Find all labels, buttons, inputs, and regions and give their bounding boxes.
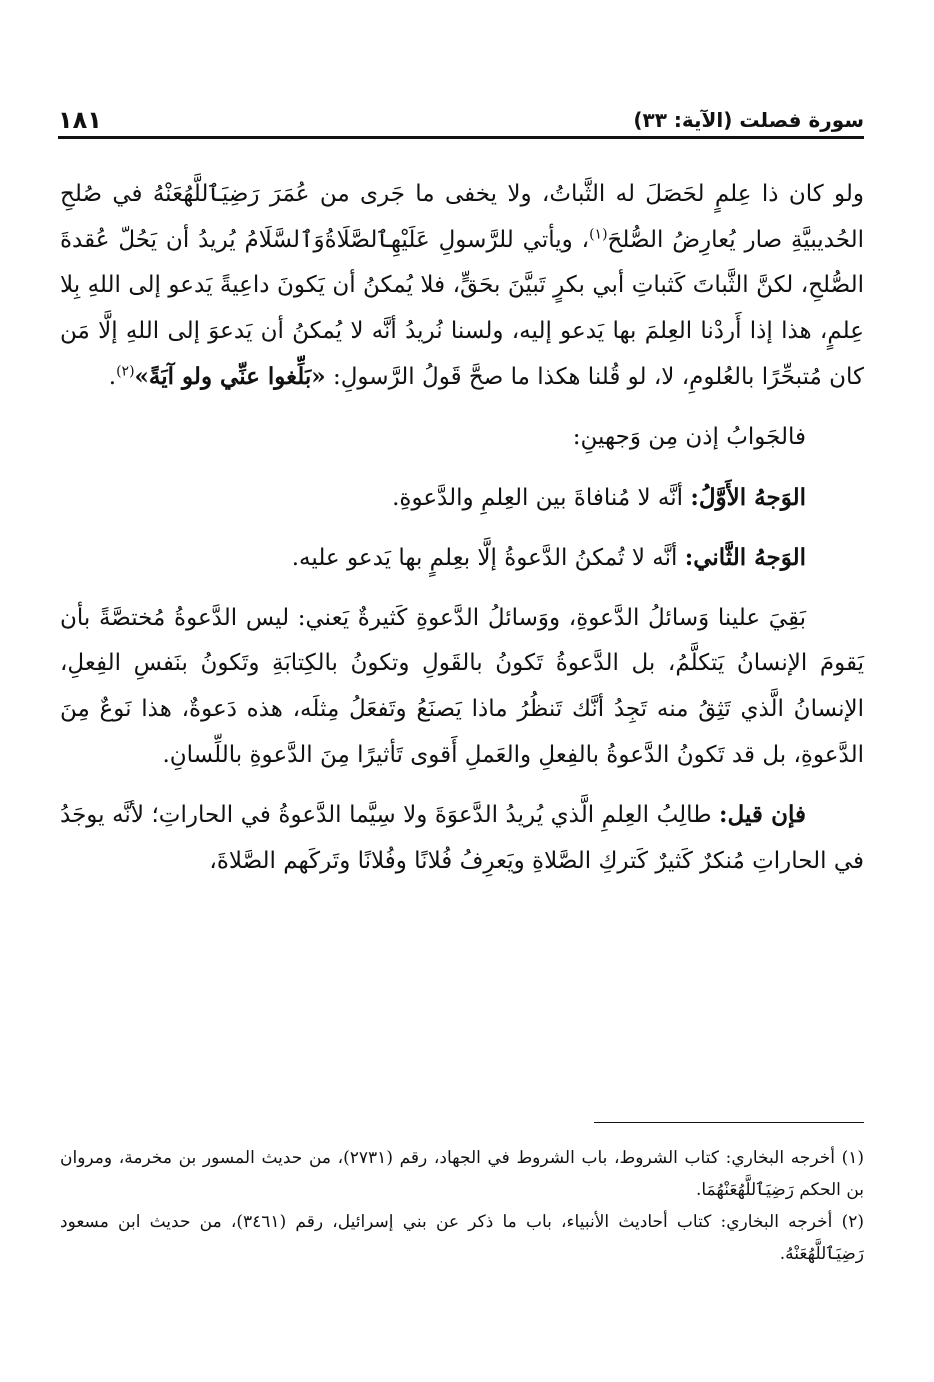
- footnote-ref-2: (٢): [116, 363, 135, 380]
- page-number: ١٨١: [58, 106, 102, 134]
- objection-label: فإن قيل:: [719, 801, 806, 829]
- paragraph-3: [60, 475, 864, 522]
- footnote-ref-1: (١): [589, 225, 608, 242]
- hadith-quote: «بَلِّغوا عنِّي ولو آيَةً»: [134, 363, 326, 391]
- footnote-1: (١) أخرجه البخاري: كتاب الشروط، باب الشروط في الجهاد، رقم (٢٧٣١)، من حديث المسور بن مخرمة، ومروان بن الحكم رَضِيَٱللَّهُعَنْهُمَا.: [60, 1148, 864, 1200]
- paragraph-5: بَقِيَ علينا وَسائلُ الدَّعوةِ، ووَسائلُ الدَّعوةِ كَثيرةٌ يَعني: ليس الدَّعوةُ مُختصَّةً بأن يَقومَ الإنسانُ يَتكلَّمُ، بل الدَّعوةُ تَكونُ بالقَولِ وتكونُ بالكِتابَةِ وتَكونُ بنَفسِ الفِعلِ، الإنسانُ الَّذي تَثِقُ منه تَجِدُ أنَّك تَنظُرُ ماذا يَصنَعُ وتَفعَلُ مِثلَه، هذه دَعوةٌ، هذا نَوعٌ مِنَ الدَّعوةِ، بل قد تَكونُ الدَّعوةُ بالفِعلِ والعَملِ أَقوى تَأثيرًا مِنَ الدَّعوةِ باللِّسانِ.: [60, 604, 864, 768]
- footnote-2: (٢) أخرجه البخاري: كتاب أحاديث الأنبياء، باب ما ذكر عن بني إسرائيل، رقم (٣٤٦١)، من حديث ابن مسعود رَضِيَٱللَّهُعَنْهُ.: [60, 1212, 864, 1264]
- paragraph-4: [60, 535, 864, 582]
- second-aspect-label: الوَجهُ الثَّاني:: [684, 544, 806, 572]
- first-aspect-label: الوَجهُ الأَوَّلُ:: [690, 483, 806, 511]
- running-header: [58, 96, 864, 139]
- paragraph-1-text-b: ، ويأتي للرَّسولِ عَلَيْهِٱلصَّلَاةُوَٱلسَّلَامُ يُريدُ أن يَحُلّ عُقدةَ الصُّلحِ، لكنَّ الثَّباتَ كَثباتِ أبي بكرٍ تَبيَّنَ بحَقٍّ، فلا يُمكنُ أن يَكونَ داعِيةً يَدعو إلى اللهِ بِلا عِلمٍ، هذا إذا أَردْنا العِلمَ بها يَدعو إليه، ولسنا نُريدُ أنَّه لا يُمكنُ أن يَدعوَ إلى اللهِ إلَّا مَن كان مُتبحِّرًا بالعُلومِ، لا، لو قُلنا هكذا ما صحَّ قَولُ الرَّسولِ:: [60, 226, 864, 391]
- paragraph-1-text-a: ولو كان ذا عِلمٍ لحَصَلَ له الثَّباتُ، ولا يخفى ما جَرى من عُمَرَ رَضِيَٱللَّهُعَنْهُ في صُلحِ الحُديبيَّةِ صار يُعارِضُ الصُّلحَ: [60, 181, 864, 253]
- header-title: سورة فصلت (الآية: ٣٣): [633, 108, 864, 132]
- second-aspect-text: أنَّه لا تُمكنُ الدَّعوةُ إلَّا بعِلمٍ بها يَدعو عليه.: [291, 545, 685, 572]
- first-aspect-text: أنَّه لا مُنافاةَ بين العِلمِ والدَّعوةِ.: [392, 484, 691, 511]
- paragraph-2: فالجَوابُ إذن مِن وَجهينِ:: [572, 423, 806, 450]
- footnote-divider: [594, 1122, 864, 1123]
- paragraph-6: [60, 792, 864, 884]
- paragraph-1-text-c: .: [108, 364, 117, 391]
- objection-text: طالِبُ العِلمِ الَّذي يُريدُ الدَّعوَةَ ولا سِيَّما الدَّعوةُ في الحاراتِ؛ لأنَّه يوجَدُ في الحاراتِ مُنكرٌ كَثيرٌ كَتركِ الصَّلاةِ ويَعرِفُ فُلانًا وفُلانًا وتَركَهم الصَّلاةَ،: [60, 802, 864, 874]
- main-text: [60, 172, 864, 884]
- footnotes: [60, 1142, 864, 1270]
- paragraph-1: [60, 172, 864, 401]
